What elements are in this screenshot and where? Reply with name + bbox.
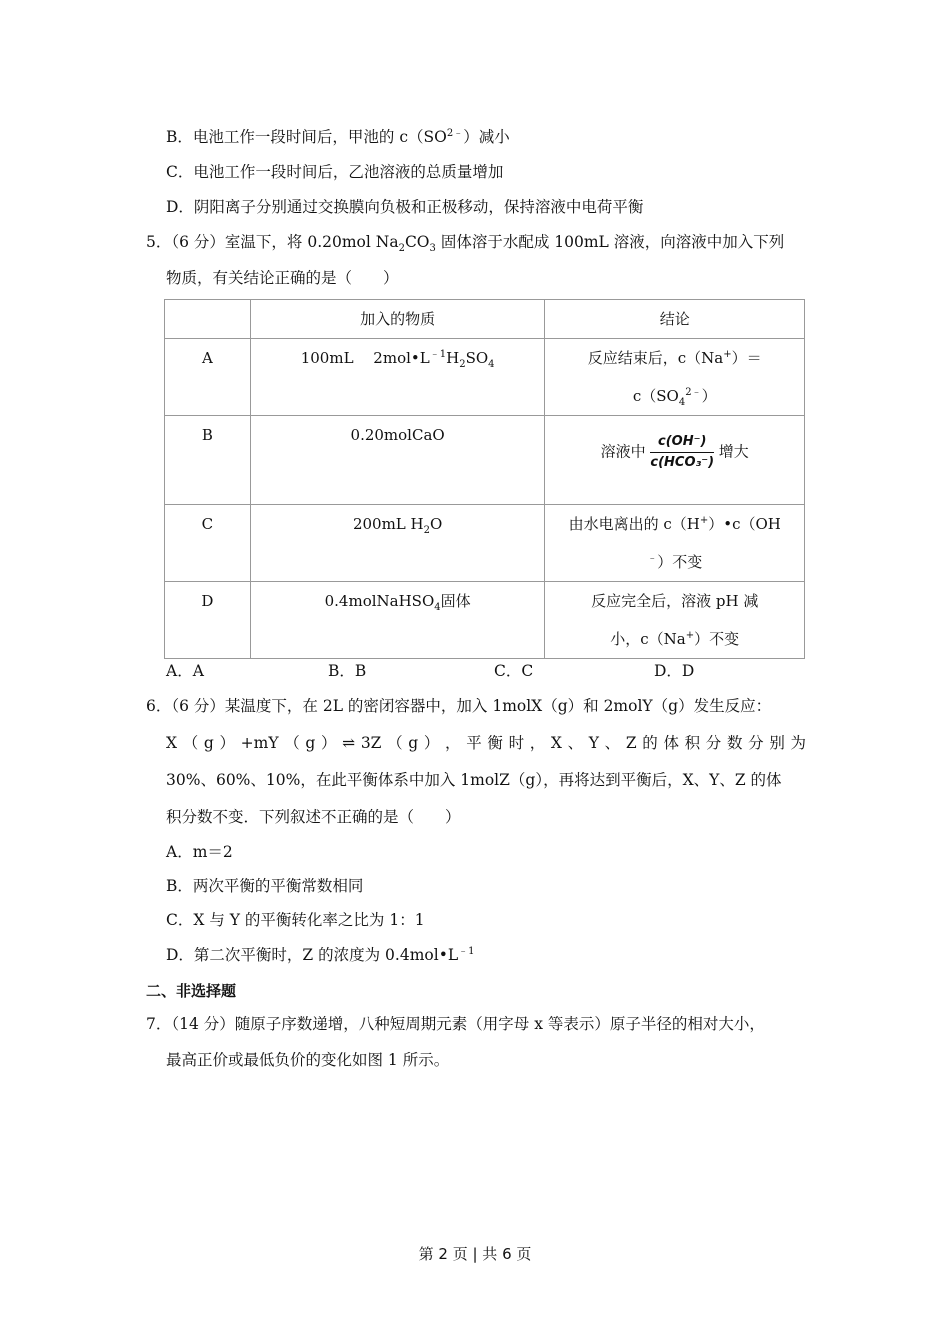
q6-line2-token: g xyxy=(305,734,316,752)
q6-line2-token: 数 xyxy=(726,734,743,752)
q6-stem-line2 xyxy=(166,732,806,754)
q5-stem-line2: 物质，有关结论正确的是（ ） xyxy=(166,269,399,287)
q6-option-d: D．第二次平衡时，Z 的浓度为 $0.4mol•L^{﹣1}$ xyxy=(166,945,475,964)
table-row xyxy=(165,582,805,659)
q6-line2-token: Z xyxy=(625,734,637,752)
q6-line2-token: g xyxy=(408,734,419,752)
q6-line2-token: 3Z xyxy=(360,734,382,752)
q7-stem-line1: 7．（14 分）随原子序数递增，八种短周期元素（用字母 x 等表示）原子半径的相对大小， xyxy=(146,1015,765,1033)
row-conclusion: 反应结束后，c（Na+）＝ $c(SO_4^{2﹣})$ xyxy=(545,339,805,416)
q6-line2-token: ⇌ xyxy=(342,734,356,752)
q6-stem-line3: 30%、60%、10%，在此平衡体系中加入 1molZ（g），再将达到平衡后，X、Y、Z 的体 xyxy=(166,771,782,789)
q5-table xyxy=(164,299,805,659)
q6-line2-token: g xyxy=(203,734,214,752)
page-footer: 第 2 页 | 共 6 页 xyxy=(418,1245,532,1263)
q7-stem-line2: 最高正价或最低负价的变化如图 1 所示。 xyxy=(166,1051,450,1069)
row-substance: 0.20molCaO xyxy=(250,416,545,505)
q5-answer-d: D．D xyxy=(654,662,695,680)
q6-line2-token: 为 xyxy=(790,734,806,752)
row-conclusion: 反应完全后，溶液 pH 减 小，c（Na+）不变 xyxy=(545,582,805,659)
q6-line2-token: ） xyxy=(219,734,235,752)
q6-line2-token: 的 xyxy=(642,734,658,752)
q6-line2-token: 分 xyxy=(705,734,722,752)
table-row xyxy=(165,505,805,582)
q6-line2-token: X xyxy=(166,734,178,752)
row-label: B xyxy=(165,416,251,505)
q6-line2-token: （ xyxy=(387,734,403,752)
row-label: C xyxy=(165,505,251,582)
q6-line2-token: Y xyxy=(588,734,600,752)
q6-line2-token: 平 xyxy=(466,734,482,752)
q6-option-b: B．两次平衡的平衡常数相同 xyxy=(166,877,364,895)
table-row xyxy=(165,416,805,505)
q6-line2-token: 体 xyxy=(663,734,679,752)
q5-answer-b: B．B xyxy=(328,662,367,680)
row-substance: 0.4molNaHSO$_4$固体 xyxy=(250,582,545,659)
q4-option-c: C．电池工作一段时间后，乙池溶液的总质量增加 xyxy=(166,163,504,181)
q5-answer-a: A．A xyxy=(166,662,204,680)
row-conclusion: 溶液中 $\frac{c(OH^-)}{\text{c(HCO₃⁻)}}$ 增大 xyxy=(545,416,805,505)
q6-stem-line4: 积分数不变．下列叙述不正确的是（ ） xyxy=(166,808,461,826)
q6-line2-token: 时 xyxy=(508,734,525,752)
q5-stem-line1: 5．（6 分）室温下，将 0.20mol $Na_2CO_3$ 固体溶于水配成 100mL 溶液，向溶液中加入下列 xyxy=(146,233,785,255)
q6-line2-token: （ xyxy=(182,734,199,752)
fraction-oh-over-hco3: $\frac{c(OH^-)}{\text{c(HCO₃⁻)}}$ xyxy=(650,434,715,470)
row-label: A xyxy=(165,339,251,416)
row-conclusion: 由水电离出的 c（H+）•c（OH ﹣）不变 xyxy=(545,505,805,582)
q6-line2-token: ， xyxy=(445,734,461,752)
section-heading: 二、非选择题 xyxy=(146,982,237,1000)
q6-line2-token: +mY xyxy=(240,734,279,752)
q4-option-b: B．电池工作一段时间后，甲池的 $c(SO^{2﹣})$减小 xyxy=(166,127,510,146)
q6-option-c: C．X 与 Y 的平衡转化率之比为 1：1 xyxy=(166,911,425,929)
q6-line2-token: 别 xyxy=(769,734,785,752)
q6-line2-token: 、 xyxy=(567,734,584,752)
q6-line2-token: ， xyxy=(529,734,546,752)
row-label: D xyxy=(165,582,251,659)
q6-option-a: A．m＝2 xyxy=(166,843,233,861)
q6-line2-token: X xyxy=(550,734,562,752)
q6-line2-token: （ xyxy=(284,734,300,752)
q6-line2-token: 分 xyxy=(748,734,764,752)
table-header-row xyxy=(165,300,805,339)
q6-line2-token: 、 xyxy=(604,734,621,752)
q6-stem-line1: 6．（6 分）某温度下，在 2L 的密闭容器中，加入 1molX（g）和 2molY（g）发生反应： xyxy=(146,697,772,715)
q6-line2-token: ） xyxy=(423,734,440,752)
q6-line2-token: 积 xyxy=(684,734,701,752)
row-substance: 200mL $H_2O$ xyxy=(250,505,545,582)
header-conclusion: 结论 xyxy=(545,300,805,339)
q4-option-d: D．阴阳离子分别通过交换膜向负极和正极移动，保持溶液中电荷平衡 xyxy=(166,198,644,216)
table-row xyxy=(165,339,805,416)
q5-answer-c: C．C xyxy=(494,662,534,680)
header-substance: 加入的物质 xyxy=(250,300,545,339)
q6-line2-token: 衡 xyxy=(487,734,503,752)
row-substance: 100mL $2mol•L^{﹣1}H_2SO_4$ xyxy=(250,339,545,416)
q6-line2-token: ） xyxy=(320,734,337,752)
